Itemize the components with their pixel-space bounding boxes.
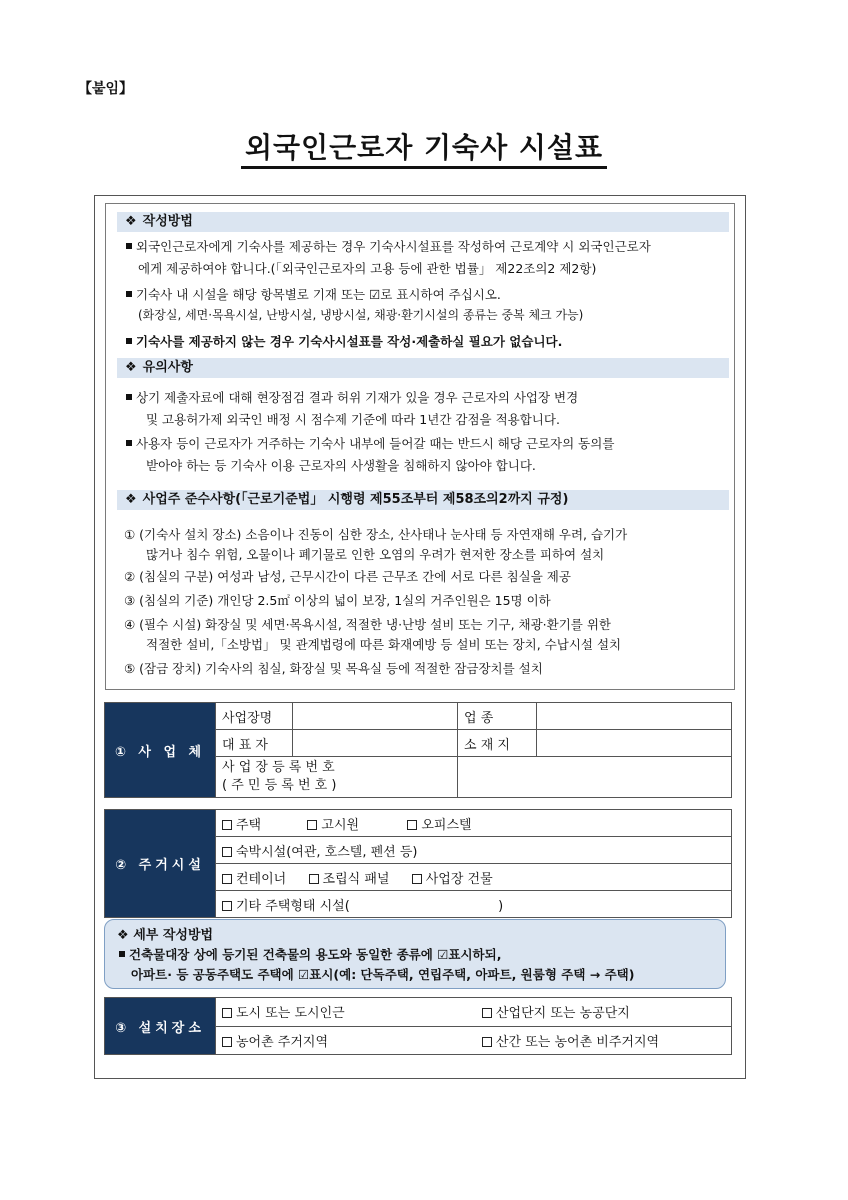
checkbox-container[interactable]: 컨테이너 <box>222 872 286 887</box>
representative-field[interactable] <box>293 730 458 757</box>
employer-header: ❖ 사업주 준수사항(「근로기준법」 시행령 제55조부터 제58조의2까지 규정) <box>117 490 729 510</box>
rule-2: ② (침실의 구분) 여성과 남성, 근무시간이 다른 근무조 간에 서로 다른 침실을 제공 <box>124 569 571 584</box>
location-label: 소 재 지 <box>458 730 537 757</box>
housing-row-4: 기타 주택형태 시설( ) <box>216 891 732 918</box>
checkbox-mountain[interactable]: 산간 또는 농어촌 비주거지역 <box>476 1026 732 1055</box>
method-item-1-cont: 에게 제공하여야 합니다.(「외국인근로자의 고용 등에 관한 법률」 제22조의2 제2항) <box>138 261 597 276</box>
checkbox-house[interactable]: 주택 <box>222 818 261 833</box>
attachment-label: 【붙임】 <box>78 81 134 97</box>
checkbox-lodging[interactable]: 숙박시설(여관, 호스텔, 펜션 등) <box>222 845 418 860</box>
representative-label: 대 표 자 <box>216 730 293 757</box>
detail-note-header: ❖ 세부 작성방법 <box>117 928 214 943</box>
business-label: ① 사 업 체 <box>105 703 216 798</box>
registration-field[interactable] <box>458 757 732 798</box>
checkbox-city[interactable]: 도시 또는 도시인근 <box>216 998 477 1027</box>
industry-field[interactable] <box>537 703 732 730</box>
page-title: 외국인근로자 기숙사 시설표 <box>0 126 848 166</box>
caution-header: ❖ 유의사항 <box>117 358 729 378</box>
business-table <box>104 702 732 798</box>
detail-note-line-1: 건축물대장 상에 등기된 건축물의 용도와 동일한 종류에 ☑표시하되, <box>117 945 717 965</box>
checkbox-panel[interactable]: 조립식 패널 <box>309 872 390 887</box>
detail-note-box <box>104 919 726 989</box>
housing-row-2 <box>216 837 732 864</box>
housing-row-3 <box>216 864 732 891</box>
checkbox-gosiwon[interactable]: 고시원 <box>307 818 359 833</box>
caution-item-2-cont: 받아야 하는 등 기숙사 이용 근로자의 사생활을 침해하지 않아야 합니다. <box>146 458 536 473</box>
rule-4-cont: 적절한 설비,「소방법」 및 관계법령에 따른 화재예방 등 설비 또는 장치, 수납시설 설치 <box>146 637 622 652</box>
method-item-1: 외국인근로자에게 기숙사를 제공하는 경우 기숙사시설표를 작성하여 근로계약 시 외국인근로자 <box>124 236 730 258</box>
rule-1: ① (기숙사 설치 장소) 소음이나 진동이 심한 장소, 산사태나 눈사태 등 자연재해 우려, 습기가 <box>124 527 628 542</box>
industry-label: 업 종 <box>458 703 537 730</box>
caution-item-2: 사용자 등이 근로자가 거주하는 기숙사 내부에 들어갈 때는 반드시 해당 근로자의 동의를 <box>124 433 730 455</box>
rule-1-cont: 많거나 침수 위험, 오물이나 폐기물로 인한 오염의 우려가 현저한 장소를 피하여 설치 <box>146 547 605 562</box>
housing-label: ② 주거시설 <box>105 810 216 918</box>
location-table <box>104 997 732 1055</box>
installation-label: ③ 설치장소 <box>105 998 216 1055</box>
housing-table <box>104 809 732 918</box>
checkbox-rural-residential[interactable]: 농어촌 주거지역 <box>216 1026 477 1055</box>
checkbox-other[interactable]: 기타 주택형태 시설( <box>222 899 350 914</box>
registration-label: 사 업 장 등 록 번 호 ( 주 민 등 록 번 호 ) <box>216 757 458 798</box>
checkbox-industrial[interactable]: 산업단지 또는 농공단지 <box>476 998 732 1027</box>
checkbox-building[interactable]: 사업장 건물 <box>412 872 493 887</box>
method-item-2-note: (화장실, 세면·목욕시설, 난방시설, 냉방시설, 채광·환기시설의 종류는 중복 체크 가능) <box>138 308 584 322</box>
location-field[interactable] <box>537 730 732 757</box>
method-header: ❖ 작성방법 <box>117 212 729 232</box>
method-item-3: 기숙사를 제공하지 않는 경우 기숙사시설표를 작성·제출하실 필요가 없습니다. <box>124 331 730 353</box>
checkbox-officetel[interactable]: 오피스텔 <box>407 818 471 833</box>
housing-row-1 <box>216 810 732 837</box>
business-name-label: 사업장명 <box>216 703 293 730</box>
caution-item-1-cont: 및 고용허가제 외국인 배정 시 점수제 기준에 따라 1년간 감점을 적용합니다. <box>146 412 560 427</box>
rule-4: ④ (필수 시설) 화장실 및 세면·목욕시설, 적절한 냉·난방 설비 또는 기구, 채광·환기를 위한 <box>124 617 611 632</box>
caution-item-1: 상기 제출자료에 대해 현장점검 결과 허위 기재가 있을 경우 근로자의 사업장 변경 <box>124 387 730 409</box>
rule-5: ⑤ (잠금 장치) 기숙사의 침실, 화장실 및 목욕실 등에 적절한 잠금장치를 설치 <box>124 661 543 676</box>
rule-3: ③ (침실의 기준) 개인당 2.5㎡ 이상의 넓이 보장, 1실의 거주인원은 15명 이하 <box>124 593 551 608</box>
method-item-2: 기숙사 내 시설을 해당 항목별로 기재 또는 ☑로 표시하여 주십시오. <box>124 284 730 306</box>
business-name-field[interactable] <box>293 703 458 730</box>
detail-note-line-2: 아파트· 등 공동주택도 주택에 ☑표시(예: 단독주택, 연립주택, 아파트, 원룸형 주택 → 주택) <box>131 967 635 982</box>
